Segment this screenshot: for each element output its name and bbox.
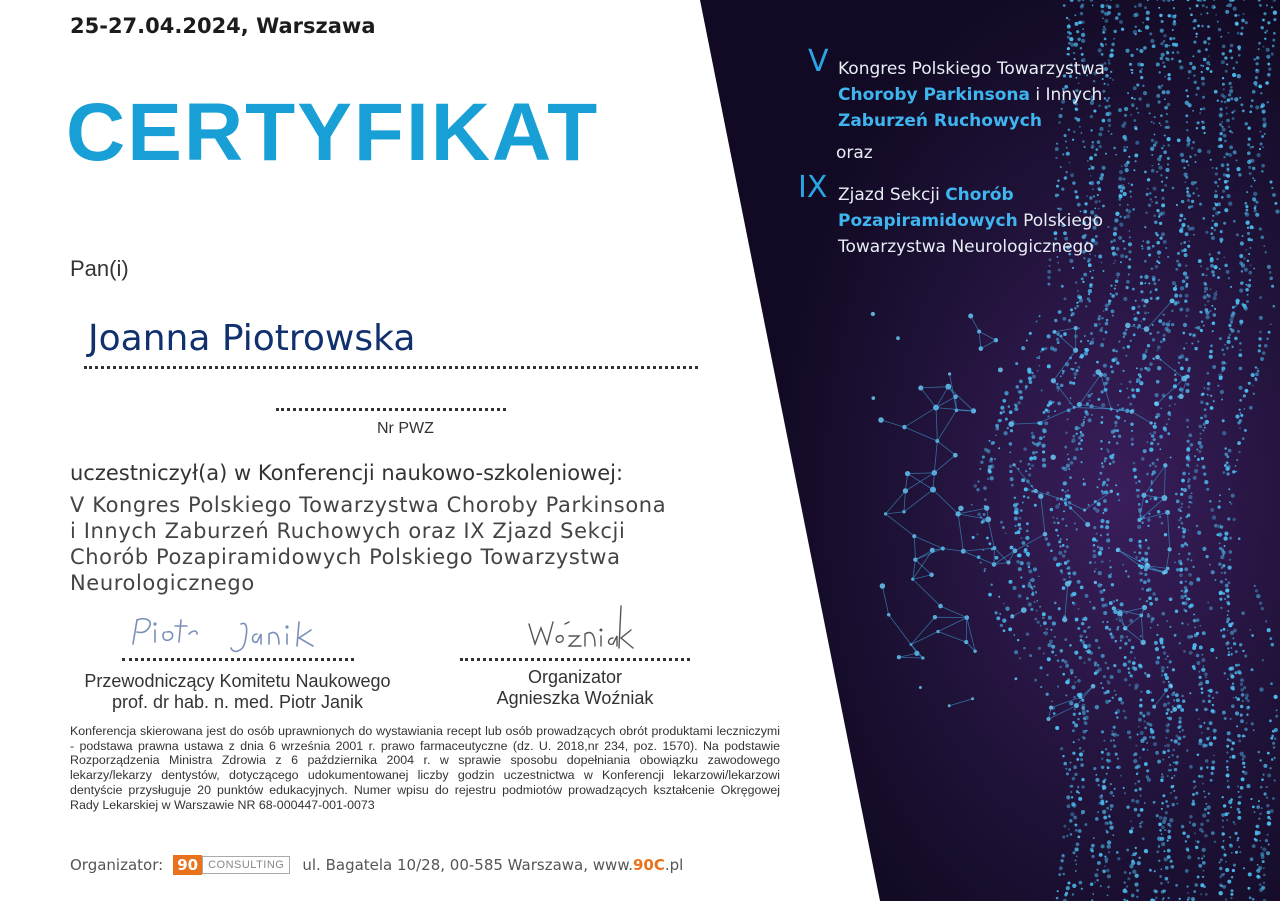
congress-title-line1: Kongres Polskiego Towarzystwa (838, 59, 1105, 79)
legal-notice: Konferencja skierowana jest do osób uprawnionych do wystawiania recept lub osób prowadzących obrót produktami leczniczymi - podstawa prawna ustawa z dnia 6 września 2001 r. prawo farmaceutyczne (dz. U. 2018,nr 234, poz. 1570). Na podstawie Rozporządzenia Ministra Zdrowia z 6 października 2004 r. w sprawie sposobu dopełniania obowiązku zawodowego lekarzy/lekarzy dentystów, dotyczącego udokumentowanej liczby godzin uczestnictwa w Konferencji lekarzowi/lekarzowi dentyście przysługuje 20 punktów edukacyjnych. Numer wpisu do rejestru podmiotów prowadzących kształcenie Okręgowej Rady Lekarskiej w Warszawie NR 68-000447-001-0073 (70, 724, 780, 812)
signature-agnieszka-wozniak (525, 600, 635, 660)
signature-line-left (122, 658, 354, 661)
conference-line: Chorób Pozapiramidowych Polskiego Towarzystwa (70, 545, 621, 569)
roman-numeral-v: V (808, 44, 829, 79)
certificate-title: CERTYFIKAT (66, 87, 600, 178)
section-title-line3: Towarzystwa Neurologicznego (838, 237, 1094, 257)
congress-title-line2: Choroby Parkinsona i Innych (838, 85, 1103, 105)
footer-label: Organizator: (70, 856, 164, 874)
signature-piotr-janik (125, 612, 335, 662)
signatory-right (470, 667, 680, 709)
participation-intro: uczestniczył(a) w Konferencji naukowo-szkoleniowej: (70, 461, 624, 485)
roman-numeral-ix: IX (798, 170, 828, 205)
organizer-logo-text: CONSULTING (202, 856, 290, 874)
signatory-left (60, 671, 415, 713)
conference-line: Neurologicznego (70, 571, 255, 595)
conference-line: V Kongres Polskiego Towarzystwa Choroby Parkinsona (70, 493, 667, 517)
signatory-right-role: Organizator (527, 667, 623, 687)
conference-name (70, 492, 770, 596)
connector-text: oraz (836, 143, 873, 163)
signatory-left-person: prof. dr hab. n. med. Piotr Janik (111, 692, 364, 712)
congress-title-line3: Zaburzeń Ruchowych (838, 111, 1042, 131)
pwz-label: Nr PWZ (377, 420, 434, 437)
salutation: Pan(i) (70, 256, 129, 281)
congress-title-block (838, 56, 1105, 134)
date-place: 25-27.04.2024, Warszawa (70, 14, 376, 38)
signatory-left-role: Przewodniczący Komitetu Naukowego (84, 671, 391, 691)
section-title-line2: Pozapiramidowych Polskiego (838, 211, 1103, 231)
conference-line: i Innych Zaburzeń Ruchowych oraz IX Zjazd Sekcji (70, 519, 626, 543)
signature-line-right (460, 658, 690, 661)
recipient-name: Joanna Piotrowska (88, 318, 416, 359)
organizer-logo-number: 90 (173, 855, 202, 875)
footer-organizer (70, 855, 683, 875)
section-title-block (838, 182, 1103, 260)
pwz-dotted-line (276, 408, 506, 411)
section-title-line1: Zjazd Sekcji Chorób (838, 185, 1014, 205)
name-dotted-line (84, 366, 698, 369)
signatory-right-person: Agnieszka Woźniak (496, 688, 654, 708)
footer-address: ul. Bagatela 10/28, 00-585 Warszawa, www.90C.pl (302, 856, 684, 874)
